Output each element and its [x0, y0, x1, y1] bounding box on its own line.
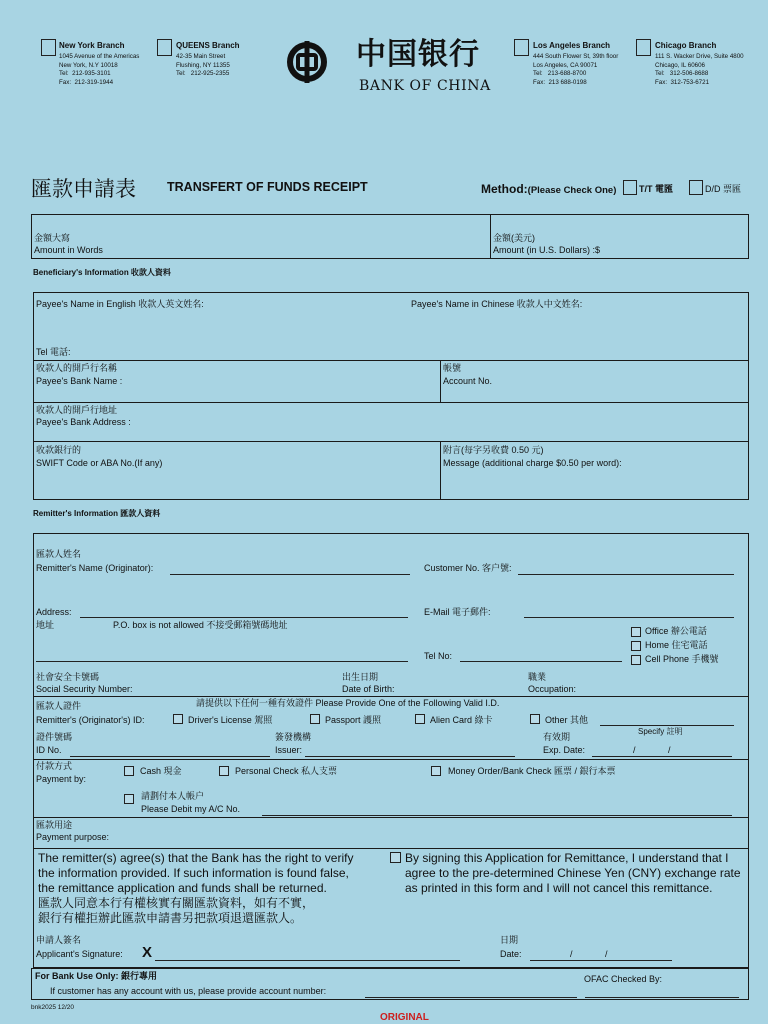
id-label: Remitter's (Originator's) ID: [36, 715, 145, 725]
bank-account-input[interactable] [365, 997, 577, 998]
divider [33, 696, 749, 697]
method-label: Method:(Please Check One) [481, 182, 617, 196]
payee-tel-field[interactable]: Tel 電話: [36, 347, 71, 357]
divider [33, 848, 749, 849]
address-label: Address: [36, 607, 72, 617]
form-title-chinese: 匯款申請表 [31, 177, 136, 201]
cash-label: Cash 現金 [140, 766, 182, 776]
dd-label: D/D 票匯 [705, 184, 742, 194]
ny-branch-checkbox[interactable] [41, 39, 56, 56]
chicago-branch-name: Chicago Branch [655, 41, 717, 50]
dd-checkbox[interactable] [689, 180, 703, 195]
divider [33, 759, 749, 760]
payee-name-english-field[interactable]: Payee's Name in English 收款人英文姓名: [36, 299, 204, 309]
divider [33, 360, 749, 361]
bank-use-label: For Bank Use Only: 銀行專用 [35, 971, 158, 981]
account-no-label-cn: 帳號 [443, 363, 462, 373]
agreement-checkbox[interactable] [390, 852, 401, 863]
divider [33, 817, 749, 818]
account-number-note: If customer has any account with us, please provide account number: [50, 986, 327, 996]
signature-label-cn: 申請人簽名 [36, 935, 82, 945]
home-phone-checkbox[interactable] [631, 641, 641, 651]
la-branch-checkbox[interactable] [514, 39, 529, 56]
other-id-label: Other 其他 [545, 715, 589, 725]
office-phone-label: Office 辦公電話 [645, 626, 707, 636]
id-note: 請提供以下任何一種有效證件 Please Provide One of the Following Valid I.D. [196, 698, 500, 708]
id-no-label-cn: 證件號碼 [36, 732, 73, 742]
bank-of-china-logo-icon [285, 40, 329, 84]
payee-name-chinese-field[interactable]: Payee's Name in Chinese 收款人中文姓名: [411, 299, 583, 309]
issuer-input[interactable] [305, 756, 515, 757]
agreement-line: By signing this Application for Remittance, I understand that I [405, 851, 729, 865]
other-id-checkbox[interactable] [530, 714, 540, 724]
exp-date-input[interactable] [592, 756, 732, 757]
divider [33, 441, 749, 442]
tt-checkbox[interactable] [623, 180, 637, 195]
alien-card-label: Alien Card 綠卡 [430, 715, 493, 725]
money-order-checkbox[interactable] [431, 766, 441, 776]
amount-words-label[interactable]: Amount in Words [34, 245, 103, 255]
queens-branch-checkbox[interactable] [157, 39, 172, 56]
debit-account-label: Please Debit my A/C No. [141, 804, 241, 814]
divider [440, 360, 441, 402]
la-branch-address: 444 South Flower St, 39th floor Los Angeles, CA 90071 Tel: 213-688-8700 Fax: 213 688-0198 [533, 53, 619, 86]
beneficiary-header: Beneficiary's Information 收款人資料 [33, 268, 171, 277]
payee-bank-name-field[interactable]: Payee's Bank Name : [36, 376, 123, 386]
dob-field[interactable]: Date of Birth: [342, 684, 395, 694]
date-input[interactable] [530, 960, 672, 961]
queens-branch-address: 42-35 Main Street Flushing, NY 11355 Tel: 212-925-2355 [176, 53, 230, 77]
passport-checkbox[interactable] [310, 714, 320, 724]
account-no-field[interactable]: Account No. [443, 376, 493, 386]
form-title-english: TRANSFERT OF FUNDS RECEIPT [167, 180, 368, 194]
form-code: bnk2025 12/20 [31, 1004, 75, 1011]
divider [440, 441, 441, 500]
tel-no-input[interactable] [460, 661, 622, 662]
agreement-line: the remittance application and funds shall be returned. [38, 881, 327, 895]
swift-label-cn: 收款銀行的 [36, 445, 82, 455]
queens-branch-name: QUEENS Branch [176, 41, 240, 50]
customer-no-input[interactable] [518, 574, 734, 575]
exp-date-label: Exp. Date: [543, 745, 586, 755]
pobox-notice: P.O. box is not allowed 不接受郵箱號碼地址 [113, 620, 288, 630]
amount-words-label-cn: 金額大寫 [34, 233, 71, 243]
payee-bank-name-label-cn: 收款人的開戶行名稱 [36, 363, 118, 373]
occupation-field[interactable]: Occupation: [528, 684, 577, 694]
date-label: Date: [500, 949, 522, 959]
office-phone-checkbox[interactable] [631, 627, 641, 637]
chicago-branch-checkbox[interactable] [636, 39, 651, 56]
agreement-line-cn: 匯款人同意本行有權核實有關匯款資料，如有不實， [38, 896, 315, 910]
payee-bank-address-label-cn: 收款人的開戶行地址 [36, 405, 118, 415]
ofac-input[interactable] [585, 997, 739, 998]
agreement-line: The remitter(s) agree(s) that the Bank has the right to verify [38, 851, 354, 865]
ssn-label-cn: 社會安全卡號碼 [36, 672, 100, 682]
original-stamp: ORIGINAL [380, 1012, 429, 1023]
drivers-license-checkbox[interactable] [173, 714, 183, 724]
address-input[interactable] [80, 617, 408, 618]
address-label-cn: 地址 [36, 620, 55, 630]
la-branch-name: Los Angeles Branch [533, 41, 611, 50]
id-no-label: ID No. [36, 745, 62, 755]
issuer-label-cn: 簽發機構 [275, 732, 312, 742]
amount-usd-label-cn: 金額(美元) [493, 233, 535, 243]
payment-purpose-field[interactable]: Payment purpose: [36, 832, 110, 842]
id-label-cn: 匯款人證件 [36, 701, 82, 711]
signature-input[interactable] [155, 960, 460, 961]
agreement-line: as printed in this form and I will not cancel this remittance. [405, 881, 713, 895]
remitter-name-input[interactable] [170, 574, 410, 575]
agreement-line: agree to the pre-determined Chinese Yen (CNY) exchange rate [405, 866, 741, 880]
signature-x-mark: X [142, 944, 153, 961]
ny-branch-address: 1045 Avenue of the Americas New York, N.Y 10018 Tel: 212-935-3101 Fax: 212-319-1944 [59, 53, 140, 86]
drivers-license-label: Driver's License 駕照 [188, 715, 273, 725]
personal-check-label: Personal Check 私人支票 [235, 766, 338, 776]
agreement-line: the information provided. If such information is found false, [38, 866, 349, 880]
exp-date-separators: / / [633, 745, 671, 755]
signature-label: Applicant's Signature: [36, 949, 123, 959]
ofac-label: OFAC Checked By: [584, 974, 663, 984]
specify-label: Specify 註明 [638, 727, 683, 736]
ny-branch-name: New York Branch [59, 41, 125, 50]
swift-code-field[interactable]: SWIFT Code or ABA No.(If any) [36, 458, 163, 468]
cell-phone-checkbox[interactable] [631, 655, 641, 665]
id-no-input[interactable] [70, 756, 270, 757]
email-input[interactable] [524, 617, 734, 618]
logo-english-text: BANK OF CHINA [359, 78, 491, 94]
debit-account-input[interactable] [262, 815, 732, 816]
ssn-field[interactable]: Social Security Number: [36, 684, 133, 694]
date-separators: / / [570, 949, 608, 959]
cell-phone-label: Cell Phone 手機號 [645, 654, 719, 664]
agreement-line-cn: 銀行有權拒辦此匯款申請書另把款項退還匯款人。 [38, 911, 303, 925]
remitter-name-label-cn: 匯款人姓名 [36, 549, 82, 559]
payment-by-label: Payment by: [36, 774, 87, 784]
remitter-name-label: Remitter's Name (Originator): [36, 563, 154, 573]
amount-divider [490, 214, 491, 259]
amount-usd-label[interactable]: Amount (in U.S. Dollars) :$ [493, 245, 601, 255]
message-field[interactable]: Message (additional charge $0.50 per word): [443, 458, 622, 468]
chicago-branch-address: 111 S. Wacker Drive, Suite 4800 Chicago, IL 60606 Tel: 312-506-8688 Fax: 312-753-6721 [655, 53, 744, 86]
tt-label: T/T 電匯 [639, 184, 673, 194]
remitter-header: Remitter's Information 匯款人資料 [33, 509, 161, 518]
passport-label: Passport 護照 [325, 715, 382, 725]
payment-by-label-cn: 付款方式 [36, 761, 73, 771]
divider [33, 402, 749, 403]
money-order-label: Money Order/Bank Check 匯票 / 銀行本票 [448, 766, 616, 776]
payee-bank-address-field[interactable]: Payee's Bank Address : [36, 417, 131, 427]
agreement-right-text [405, 851, 741, 896]
address-line-2-input[interactable] [36, 661, 408, 662]
other-id-input[interactable] [600, 725, 734, 726]
personal-check-checkbox[interactable] [219, 766, 229, 776]
agreement-left-text [38, 851, 353, 926]
occupation-label-cn: 職業 [528, 672, 547, 682]
debit-account-label-cn: 請劃付本人帳户 [141, 791, 205, 801]
date-label-cn: 日期 [500, 935, 519, 945]
issuer-label: Issuer: [275, 745, 303, 755]
cash-checkbox[interactable] [124, 766, 134, 776]
message-label-cn: 附言(每字另收費 0.50 元) [443, 445, 544, 455]
home-phone-label: Home 住宅電話 [645, 640, 708, 650]
exp-date-label-cn: 有效期 [543, 732, 571, 742]
alien-card-checkbox[interactable] [415, 714, 425, 724]
debit-account-checkbox[interactable] [124, 794, 134, 804]
amount-box [31, 214, 749, 259]
tel-no-label: Tel No: [424, 651, 453, 661]
customer-no-label: Customer No. 客户號: [424, 563, 512, 573]
dob-label-cn: 出生日期 [342, 672, 379, 682]
payment-purpose-label-cn: 匯款用途 [36, 820, 73, 830]
logo-chinese-text: 中国银行 [356, 37, 480, 72]
email-label: E-Mail 電子郵件: [424, 607, 491, 617]
